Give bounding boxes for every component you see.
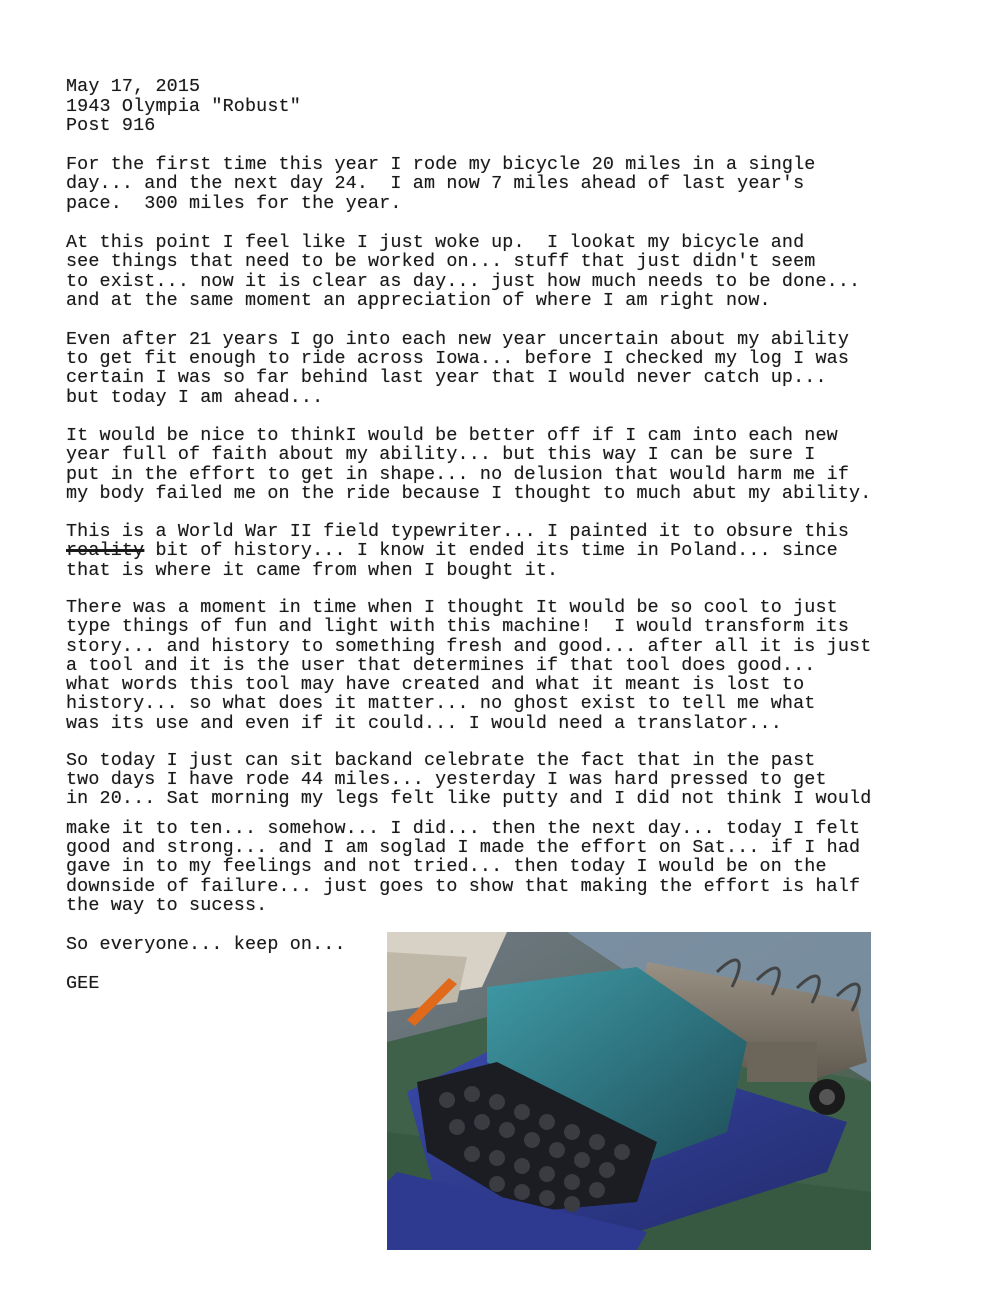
text-line: gave in to my feelings and not tried... then today I would be on the (66, 856, 827, 877)
text-line: was its use and even if it could... I would need a translator... (66, 713, 782, 734)
header-post: Post 916 (66, 115, 156, 136)
text-line: downside of failure... just goes to show that making the effort is half (66, 876, 861, 897)
text-line: that is where it came from when I bought it. (66, 560, 559, 581)
text-line: pace. 300 miles for the year. (66, 193, 402, 214)
text-line: the way to sucess. (66, 895, 268, 916)
text-line: Even after 21 years I go into each new year uncertain about my ability (66, 329, 850, 350)
text-line: story... and history to something fresh and good... after all it is just (66, 636, 872, 657)
text-line: It would be nice to thinkI would be better off if I cam into each new (66, 425, 838, 446)
text-line: two days I have rode 44 miles... yesterday I was hard pressed to get (66, 769, 827, 790)
text-line: year full of faith about my ability... but this way I can be sure I (66, 444, 816, 465)
text-line-rest: bit of history... I know it ended its time in Poland... since (155, 540, 838, 561)
closing-line: So everyone... keep on... (66, 934, 346, 955)
text-line: day... and the next day 24. I am now 7 miles ahead of last year's (66, 173, 805, 194)
text-line: put in the effort to get in shape... no delusion that would harm me if (66, 464, 850, 485)
text-line: see things that need to be worked on... stuff that just didn't seem (66, 251, 816, 272)
text-line: For the first time this year I rode my bicycle 20 miles in a single (66, 154, 816, 175)
text-line: certain I was so far behind last year that I would never catch up... (66, 367, 827, 388)
text-line: type things of fun and light with this machine! I would transform its (66, 616, 850, 637)
text-line: good and strong... and I am soglad I made the effort on Sat... if I had (66, 837, 861, 858)
text-line: At this point I feel like I just woke up. I lookat my bicycle and (66, 232, 805, 253)
header-date: May 17, 2015 (66, 76, 201, 97)
text-line: to exist... now it is clear as day... just how much needs to be done... (66, 271, 861, 292)
signature: GEE (66, 973, 100, 994)
text-line: to get fit enough to ride across Iowa... before I checked my log I was (66, 348, 850, 369)
typewriter-photo (387, 932, 871, 1250)
text-line-with-strikeout (66, 541, 838, 561)
text-line: a tool and it is the user that determines if that tool does good... (66, 655, 816, 676)
header-model: 1943 Olympia "Robust" (66, 96, 301, 117)
text-line: and at the same moment an appreciation of where I am right now. (66, 290, 771, 311)
struck-word: reality (66, 540, 145, 561)
text-line: but today I am ahead... (66, 387, 324, 408)
text-line: history... so what does it matter... no ghost exist to tell me what (66, 693, 816, 714)
text-line: make it to ten... somehow... I did... then the next day... today I felt (66, 818, 861, 839)
text-line: This is a World War II field typewriter... I painted it to obsure this (66, 521, 850, 542)
text-line: There was a moment in time when I thought It would be so cool to just (66, 597, 838, 618)
text-line: in 20... Sat morning my legs felt like putty and I did not think I would (66, 788, 872, 809)
text-line: So today I just can sit backand celebrate the fact that in the past (66, 750, 816, 771)
text-line: my body failed me on the ride because I thought to much abut my ability. (66, 483, 872, 504)
text-line: what words this tool may have created and what it meant is lost to (66, 674, 805, 695)
